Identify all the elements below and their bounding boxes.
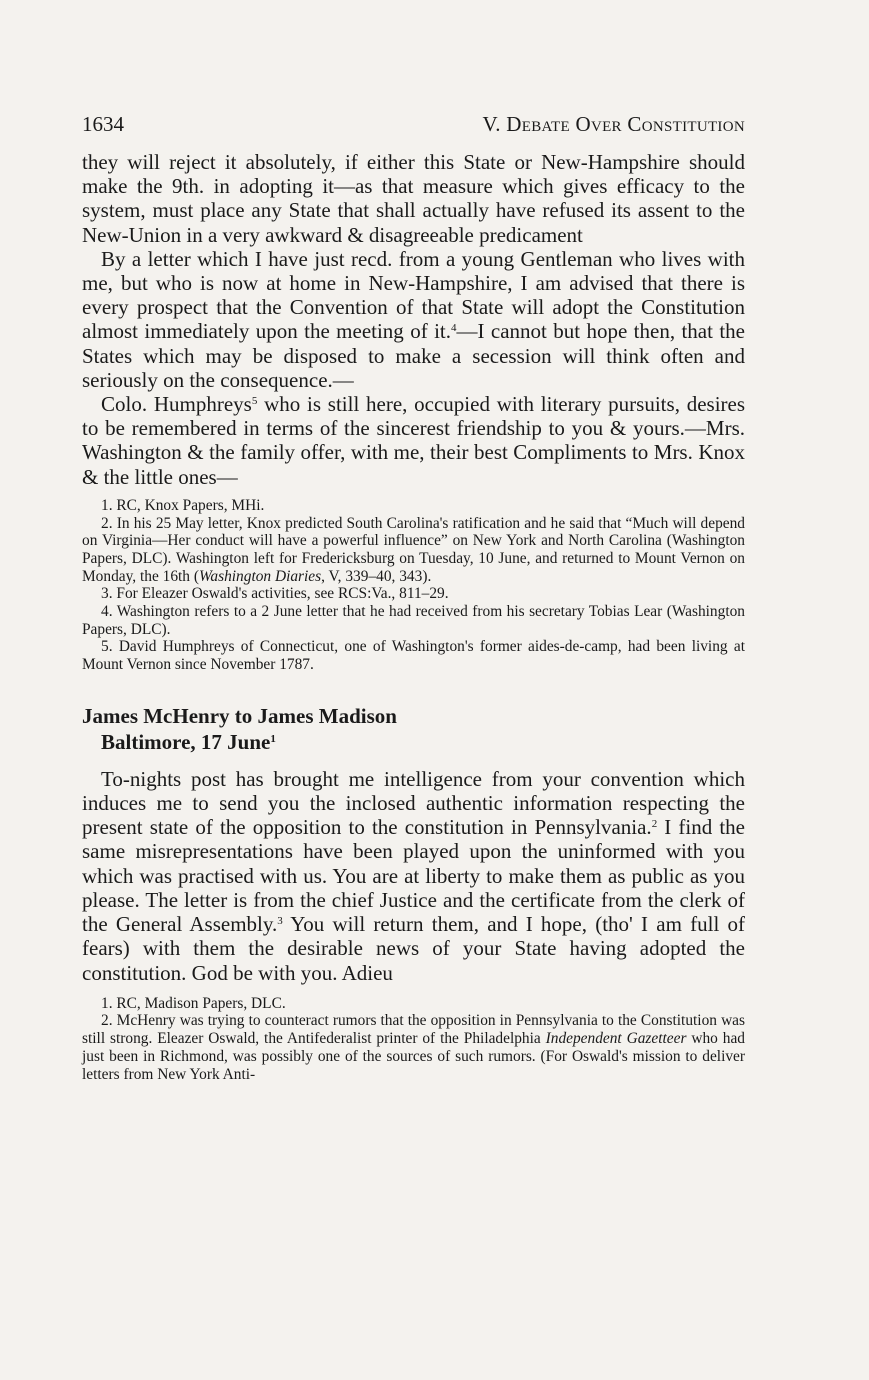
footnote-ref: 4 (451, 322, 457, 335)
footnotes-1 (82, 497, 745, 674)
page-number: 1634 (82, 112, 124, 136)
running-header (82, 112, 745, 150)
footnotes-2 (82, 995, 745, 1084)
footnote: 1. RC, Madison Papers, DLC. (101, 994, 286, 1012)
paragraph: By a letter which I have just recd. from a young Gentleman who lives with me, but who is now at home in New-Hampshire, I am advised that there is every prospect that the Convention of that State will adopt the Constitution almost immediately upon the meeting of it.$^4$—I cannot but hope then, that the States which may be disposed to make a secession will think often and seriously on the consequence.— (82, 246, 745, 392)
footnote: 1. RC, Knox Papers, MHi. (101, 496, 265, 514)
letter-body-2 (82, 767, 745, 985)
paragraph: To-nights post has brought me intelligence from your convention which induces me to send you the inclosed authentic information respecting the present state of the opposition to the constitution in Pennsylvania.$^2$ I find the same misrepresentations have been played upon the uninformed with you which was practised with us. You are at liberty to make them as public as you please. The letter is from the chief Justice and the certificate from the clerk of the General Assembly.$^3$ You will return them, and I hope, (tho' I am full of fears) with them the desirable news of your State having adopted the constitution. God be with you. Adieu (82, 766, 746, 985)
footnote: 2. McHenry was trying to counteract rumors that the opposition in Pennsylvania to the Constitution was still strong. Eleazer Oswald, the Antifederalist printer of the Philadelphia Independent Gazetteer who had just been in Richmond, was possibly one of the sources of such rumors. (For Oswald's mission to deliver letters from New York Anti- (82, 1012, 745, 1083)
document-page (82, 112, 745, 1083)
heading-title: James McHenry to James Madison (82, 703, 397, 728)
footnote: 5. David Humphreys of Connecticut, one of Washington's former aides-de-camp, had been living at Mount Vernon since November 1787. (82, 638, 745, 674)
footnote-ref: 1 (270, 732, 276, 745)
heading-dateline: Baltimore, 17 June$^1$ (101, 729, 276, 754)
paragraph: they will reject it absolutely, if either this State or New-Hampshire should make the 9th. in adopting it—as that measure which gives efficacy to the system, must place any State that shall actually have refused its assent to the New-Union in a very awkward & disagreeable predicament (82, 150, 745, 247)
footnote-ref: 2 (651, 818, 658, 831)
letter-heading (82, 703, 745, 755)
footnote-ref: 5 (251, 395, 258, 408)
footnote: 3. For Eleazer Oswald's activities, see RCS:Va., 811–29. (101, 585, 449, 603)
paragraph: Colo. Humphreys$^5$ who is still here, occupied with literary pursuits, desires to be remembered in terms of the sincerest friendship to you & yours.—Mrs. Washington & the family offer, with me, their best Compliments to Mrs. Knox & the little ones— (82, 392, 746, 489)
letter-body-1 (82, 150, 745, 489)
section-title: V. Debate Over Constitution (482, 112, 745, 136)
footnote-ref: 3 (277, 915, 283, 928)
footnote: 4. Washington refers to a 2 June letter that he had received from his secretary Tobias Lear (Washington Papers, DLC). (82, 603, 745, 638)
footnote: 2. In his 25 May letter, Knox predicted South Carolina's ratification and he said that “Much will depend on Virginia—Her conduct will have a powerful influence” on New York and North Carolina (Washington Papers, DLC). Washington left for Fredericksburg on Tuesday, 10 June, and returned to Mount Vernon on Monday, the 16th (Washington Diaries, V, 339–40, 343). (82, 514, 745, 585)
